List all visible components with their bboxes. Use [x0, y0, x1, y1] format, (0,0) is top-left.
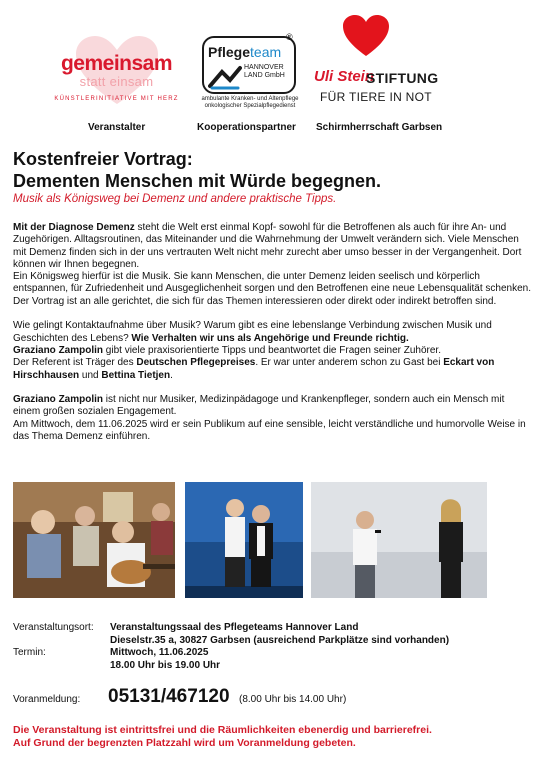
paragraph-diagnosis: Mit der Diagnose Demenz steht die Welt erst einmal Kopf- sowohl für die Betroffenen als auch für ihre An- und Zugehörigen. Alltagsroutinen, das Miteinander und die Wahrnehmung der Umwelt verändern sich. Viele Menschen mit Demenz finden sich in der uns vertrauten Welt nicht mehr zurecht aber umso besser in der Vergangenheit. Dort können wir Ihnen begegnen. [13, 222, 522, 270]
registration [13, 686, 531, 708]
care-figure-icon [208, 62, 242, 90]
photo-guitar-session [13, 482, 175, 598]
registration-label: Voranmeldung: [13, 694, 81, 705]
venue-name: Veranstaltungssaal des Pflegeteams Hannover Land [110, 622, 359, 633]
gemeinsam-logo [44, 34, 189, 114]
photo-strip [13, 482, 487, 598]
caption-partner: Kooperationspartner [197, 122, 296, 133]
registration-phone[interactable]: 05131/467120 [108, 686, 230, 707]
gemeinsam-word: gemeinsam [60, 52, 173, 75]
registration-hours: (8.00 Uhr bis 14.00 Uhr) [239, 694, 347, 705]
stiftung-logo [312, 14, 439, 118]
pflegeteam-sub: ambulante Kranken- und Altenpflege onkologischer Spezialpflegedienst [201, 96, 299, 109]
pflegeteam-word: Pflegeteam [208, 44, 282, 60]
date-label: Termin: [13, 647, 46, 658]
headline [13, 148, 533, 207]
gemeinsam-tagline: KÜNSTLERINITIATIVE MIT HERZ [54, 96, 179, 102]
stiftung-brand: Uli Stein [314, 68, 375, 85]
stiftung-line: FÜR TIERE IN NOT [320, 90, 432, 104]
footer-notice [13, 724, 533, 750]
stiftung-word: STIFTUNG [366, 70, 439, 86]
event-time: 18.00 Uhr bis 19.00 Uhr [110, 659, 221, 671]
headline-subtitle: Musik als Königsweg bei Demenz und andere praktische Tipps. [13, 193, 337, 205]
paragraph-tips: Graziano Zampolin gibt viele praxisorientierte Tipps und beantwortet die Fragen seiner Zuhörer. [13, 344, 441, 356]
paragraph-date: Am Mittwoch, dem 11.06.2025 wird er sein Publikum auf eine sensible, leicht verständliche und humorvolle Weise in das Thema Demenz einführen. [13, 418, 526, 443]
headline-line-2: Dementen Menschen mit Würde begegnen. [13, 171, 382, 191]
registered-mark: ® [286, 32, 293, 42]
gemeinsam-sub: statt einsam [79, 74, 154, 89]
event-date: Mittwoch, 11.06.2025 [110, 647, 209, 658]
pflegeteam-logo [198, 32, 302, 116]
logo-captions [0, 122, 543, 136]
paragraph-music: Ein Königsweg hierfür ist die Musik. Sie kann Menschen, die unter Demenz leiden seelisch und körperlich entspannen, für Zufriedenheit und Ausgeglichenheit sorgen und den Betroffenen eine neue Lebensqualität schenken. Der Vortrag ist an alle gerichtet, die sich für das Themen interessieren oder direkt oder indirekt betroffen sind. [13, 271, 531, 307]
venue-label: Veranstaltungsort: [13, 622, 94, 633]
paragraph-questions: Wie gelingt Kontaktaufnahme über Musik? Warum gibt es eine lebenslange Verbindung zwischen Musik und Geschichten des Lebens? Wie Verhalten wir uns als Angehörige und Freunde richtig. [13, 320, 492, 344]
headline-line-1: Kostenfreier Vortrag: [13, 149, 193, 169]
photo-stage-interview [311, 482, 487, 598]
heart-icon [342, 14, 390, 58]
footer-line-1: Die Veranstaltung ist eintrittsfrei und die Räumlichkeiten ebenerdig und barrierefrei. [13, 724, 432, 736]
pflegeteam-city: HANNOVER LAND GmbH [244, 64, 285, 79]
venue-address: Dieselstr.35 a, 30827 Garbsen (ausreichend Parkplätze sind vorhanden) [110, 634, 450, 646]
body-text [13, 222, 531, 443]
caption-organizer: Veranstalter [88, 122, 146, 133]
caption-patron: Schirmherrschaft Garbsen [316, 122, 443, 133]
photo-stage-duo [185, 482, 303, 598]
paragraph-award: Der Referent ist Träger des Deutschen Pflegepreises. Er war unter anderem schon zu Gast bei Eckart von Hirschhausen und Bettina Tietjen. [13, 357, 495, 381]
footer-line-2: Auf Grund der begrenzten Platzzahl wird um Voranmeldung gebeten. [13, 737, 356, 749]
logo-row [0, 14, 543, 118]
paragraph-speaker: Graziano Zampolin ist nicht nur Musiker, Medizinpädagoge und Krankenpfleger, sondern auch ein Mensch mit einem großen sozialen Engagement. [13, 394, 505, 418]
